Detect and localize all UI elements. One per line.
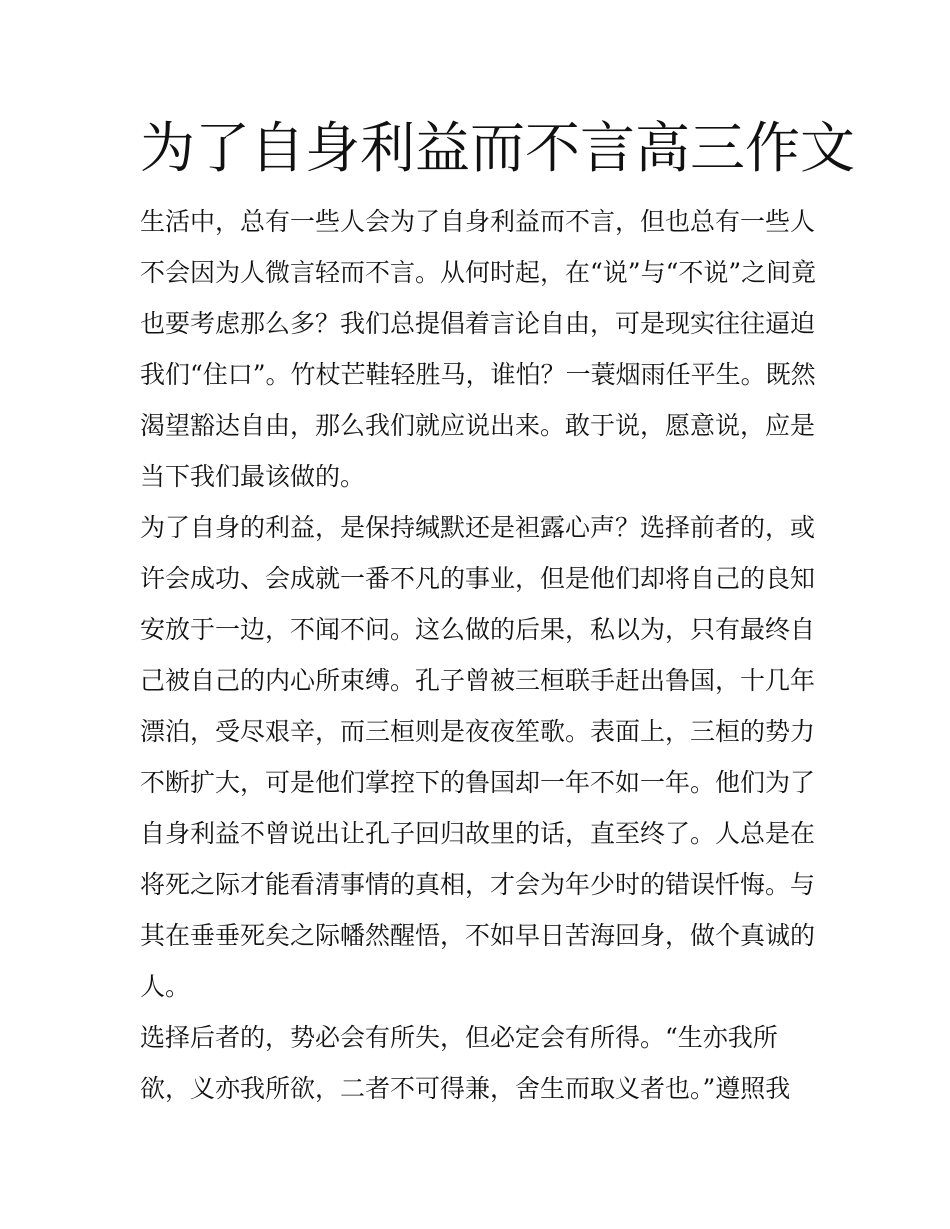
text-line: 漂泊，受尽艰辛，而三桓则是夜夜笙歌。表面上，三桓的势力	[140, 717, 816, 746]
text-line: 己被自己的内心所束缚。孔子曾被三桓联手赶出鲁国，十几年	[140, 666, 816, 695]
text-line: 我们“住口”。竹杖芒鞋轻胜马，谁怕？一蓑烟雨任平生。既然	[140, 360, 816, 389]
text-line: 将死之际才能看清事情的真相，才会为年少时的错误忏悔。与	[140, 870, 816, 899]
text-line: 也要考虑那么多？我们总提倡着言论自由，可是现实往往逼迫	[140, 309, 816, 338]
text-line: 当下我们最该做的。	[140, 462, 366, 491]
text-line: 其在垂垂死矣之际幡然醒悟，不如早日苦海回身，做个真诚的	[140, 921, 816, 950]
text-line: 不断扩大，可是他们掌控下的鲁国却一年不如一年。他们为了	[140, 768, 816, 797]
text-line: 为了自身的利益，是保持缄默还是袒露心声？选择前者的，或	[140, 513, 816, 542]
text-line: 自身利益不曾说出让孔子回归故里的话，直至终了。人总是在	[140, 819, 816, 848]
text-line: 欲，义亦我所欲，二者不可得兼，舍生而取义者也。”遵照我	[140, 1074, 791, 1103]
essay-title: 为了自身利益而不言高三作文	[140, 116, 856, 180]
text-line: 渴望豁达自由，那么我们就应说出来。敢于说，愿意说，应是	[140, 411, 816, 440]
text-line: 人。	[140, 972, 191, 1001]
text-line: 生活中，总有一些人会为了自身利益而不言，但也总有一些人	[140, 207, 816, 236]
text-line: 安放于一边，不闻不问。这么做的后果，私以为，只有最终自	[140, 615, 816, 644]
text-line: 许会成功、会成就一番不凡的事业，但是他们却将自己的良知	[140, 564, 816, 593]
text-line: 不会因为人微言轻而不言。从何时起，在“说”与“不说”之间竟	[140, 258, 817, 287]
text-line: 选择后者的，势必会有所失，但必定会有所得。“生亦我所	[140, 1023, 778, 1052]
essay-body	[140, 196, 815, 1114]
